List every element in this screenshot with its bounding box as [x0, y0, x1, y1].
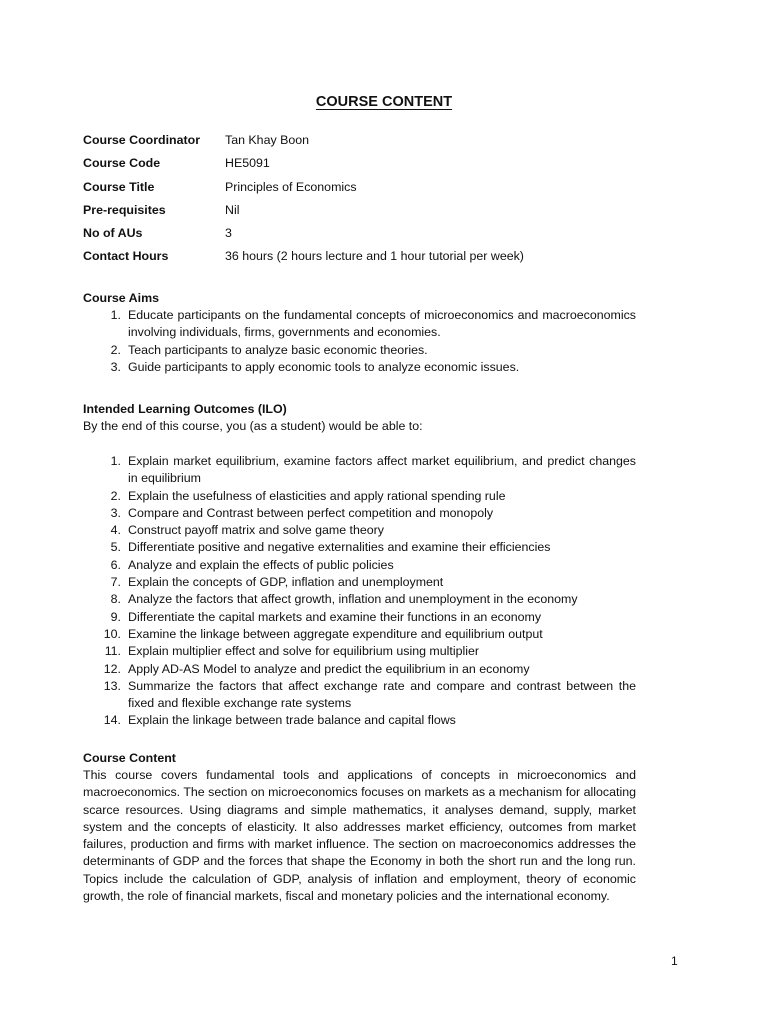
list-text: Educate participants on the fundamental concepts of microeconomics and macroeconomics involving individuals, firms, governments and economies.	[128, 308, 636, 340]
info-label: Pre-requisites	[83, 202, 166, 217]
list-number: 1.	[110, 308, 121, 322]
aims-heading: Course Aims	[83, 291, 159, 305]
list-item	[83, 342, 636, 359]
list-number: 1.	[110, 454, 121, 468]
list-number: 14.	[103, 713, 121, 728]
list-item	[83, 488, 636, 505]
list-item	[83, 626, 636, 643]
list-text: Teach participants to analyze basic economic theories.	[128, 342, 428, 357]
info-row-coordinator	[83, 132, 524, 155]
list-item	[83, 643, 636, 660]
list-text: Differentiate the capital markets and examine their functions in an economy	[128, 609, 542, 624]
list-item	[83, 591, 636, 608]
list-item	[83, 359, 636, 376]
list-text: Analyze and explain the effects of public policies	[128, 557, 394, 572]
list-item	[83, 574, 636, 591]
info-row-aus	[83, 225, 524, 248]
list-number: 6.	[110, 557, 121, 572]
list-text: Summarize the factors that affect exchange rate and compare and contrast between the fixed and flexible exchange rate systems	[128, 678, 636, 711]
list-number: 9.	[110, 609, 121, 624]
info-row-title	[83, 179, 524, 202]
list-number: 11.	[104, 644, 121, 659]
list-text: Explain multiplier effect and solve for equilibrium using multiplier	[128, 644, 480, 659]
list-number: 3.	[110, 359, 121, 374]
list-number: 10.	[103, 626, 121, 641]
list-number: 3.	[110, 505, 121, 520]
list-item	[83, 557, 636, 574]
info-label: No of AUs	[83, 226, 143, 241]
info-label: Course Coordinator	[83, 133, 201, 147]
info-row-code	[83, 155, 524, 178]
list-number: 13.	[103, 678, 121, 693]
info-value: Principles of Economics	[225, 179, 357, 194]
info-row-prerequisites	[83, 202, 524, 225]
aims-list	[83, 307, 636, 376]
list-item	[83, 712, 636, 729]
ilo-intro: By the end of this course, you (as a student) would be able to:	[83, 419, 423, 433]
list-text: Construct payoff matrix and solve game theory	[128, 523, 384, 538]
list-number: 8.	[110, 592, 121, 607]
list-text: Examine the linkage between aggregate expenditure and equilibrium output	[128, 626, 543, 641]
list-number: 12.	[103, 661, 121, 676]
info-label: Contact Hours	[83, 249, 169, 264]
info-value: HE5091	[225, 156, 270, 171]
info-label: Course Code	[83, 156, 161, 171]
list-number: 2.	[110, 342, 121, 357]
info-value: Tan Khay Boon	[225, 133, 310, 147]
list-item	[83, 661, 636, 678]
list-item	[83, 522, 636, 539]
list-item	[83, 453, 636, 488]
list-text: Explain the usefulness of elasticities and apply rational spending rule	[128, 488, 506, 503]
info-label: Course Title	[83, 179, 155, 194]
ilo-list	[83, 453, 636, 730]
content-paragraph: This course covers fundamental tools and applications of concepts in microeconomics and macroeconomics. The section on microeconomics focuses on markets as a mechanism for allocating scarce resources. Using diagrams and simple mathematics, it analyses demand, supply, market system and the concepts of elasticity. It also addresses market efficiency, outcomes from market failures, production and firms with market influence. The section on macroeconomics addresses the determinants of GDP and the forces that shape the Economy in both the short run and the long run. Topics include the calculation of GDP, analysis of inflation and employment, theory of economic growth, the role of financial markets, fiscal and monetary policies and the international economy.	[83, 768, 636, 904]
list-item	[83, 307, 636, 342]
content-heading: Course Content	[83, 751, 176, 765]
list-number: 5.	[110, 540, 121, 555]
list-text: Explain the linkage between trade balance and capital flows	[128, 713, 456, 728]
list-text: Compare and Contrast between perfect competition and monopoly	[128, 505, 494, 520]
list-number: 2.	[110, 488, 121, 503]
list-item	[83, 678, 636, 713]
list-item	[83, 539, 636, 556]
list-text: Analyze the factors that affect growth, inflation and unemployment in the economy	[128, 592, 578, 607]
list-text: Guide participants to apply economic tools to analyze economic issues.	[128, 359, 520, 374]
info-value: 3	[225, 226, 232, 241]
list-text: Explain market equilibrium, examine factors affect market equilibrium, and predict changes in equilibrium	[128, 454, 636, 486]
info-value: Nil	[225, 202, 240, 217]
ilo-heading: Intended Learning Outcomes (ILO)	[83, 402, 287, 416]
page-title: COURSE CONTENT	[315, 94, 453, 110]
info-value: 36 hours (2 hours lecture and 1 hour tutorial per week)	[225, 249, 524, 264]
list-item	[83, 609, 636, 626]
course-info-table	[83, 132, 524, 272]
list-item	[83, 505, 636, 522]
list-text: Apply AD-AS Model to analyze and predict the equilibrium in an economy	[128, 661, 530, 676]
list-text: Differentiate positive and negative externalities and examine their efficiencies	[128, 540, 551, 555]
info-row-contact-hours	[83, 248, 524, 271]
list-text: Explain the concepts of GDP, inflation and unemployment	[128, 575, 444, 590]
list-number: 7.	[110, 575, 121, 590]
list-number: 4.	[110, 523, 121, 538]
page-number: 1	[671, 954, 678, 968]
